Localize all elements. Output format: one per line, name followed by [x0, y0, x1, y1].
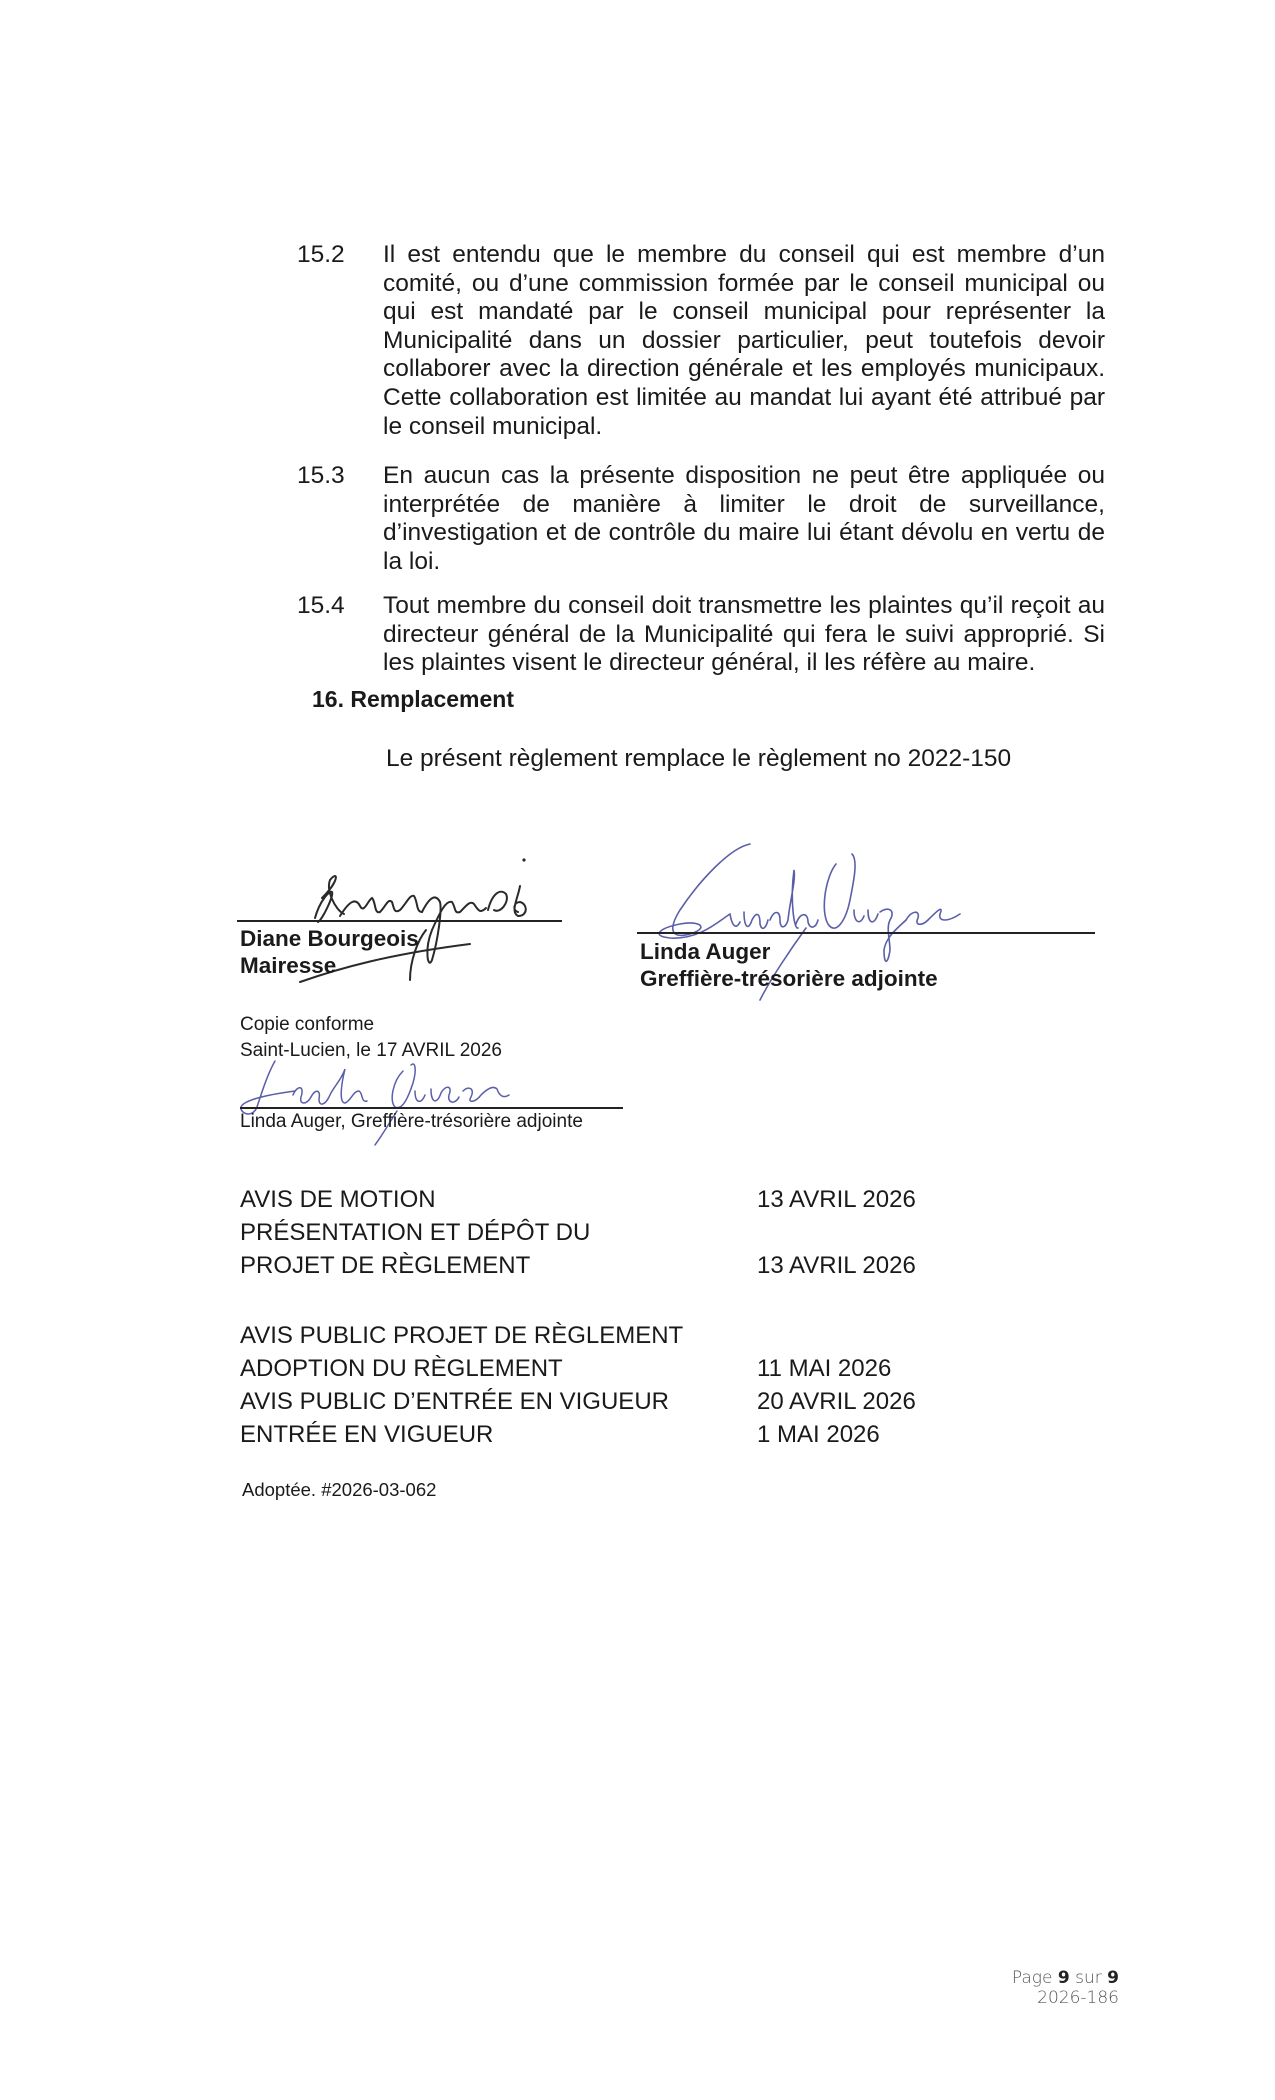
signatory-title-left: Mairesse: [240, 953, 337, 978]
page-separator: sur: [1069, 1968, 1108, 1988]
section-heading: 16. Remplacement: [312, 686, 514, 712]
clause-number: 15.2: [297, 241, 345, 268]
certified-copy-label: Copie conforme: [240, 1014, 375, 1035]
page-prefix: Page: [1011, 1968, 1058, 1988]
clause-15-4: [297, 592, 1105, 678]
clause-number: 15.3: [297, 462, 345, 489]
timeline-date: 1 MAI 2026: [757, 1421, 880, 1448]
page-total: 9: [1107, 1968, 1119, 1988]
certified-copy-place-date: Saint-Lucien, le 17 AVRIL 2026: [240, 1040, 502, 1061]
timeline-label: PROJET DE RÈGLEMENT: [240, 1252, 531, 1279]
timeline-label: AVIS PUBLIC PROJET DE RÈGLEMENT: [240, 1322, 684, 1349]
document-number: 2026-186: [1037, 1988, 1119, 2008]
timeline-label: AVIS DE MOTION: [240, 1186, 436, 1213]
timeline-label: ADOPTION DU RÈGLEMENT: [240, 1355, 563, 1382]
page-number: [1012, 1968, 1119, 1988]
timeline-date: 13 AVRIL 2026: [757, 1252, 916, 1279]
timeline-date: 11 MAI 2026: [757, 1355, 892, 1382]
clause-number: 15.4: [297, 592, 345, 619]
page-footer: [1012, 1968, 1119, 2008]
signatory-name-right: Linda Auger: [640, 939, 771, 964]
timeline-date: 13 AVRIL 2026: [757, 1186, 916, 1213]
clause-text: Il est entendu que le membre du conseil qui est membre d’un comité, ou d’une commission formée par le conseil municipal ou qui est mandaté par le conseil municipal pour représenter la Municipalité dans un dossier particulier, peut toutefois devoir collaborer avec la direction générale et les employés municipaux. Cette collaboration est limitée au mandat lui ayant été attribué par le conseil municipal.: [383, 241, 1105, 440]
clause-text: En aucun cas la présente disposition ne peut être appliquée ou interprétée de manière à limiter le droit de surveillance, d’investigation et de contrôle du maire lui étant dévolu en vertu de la loi.: [383, 462, 1105, 575]
signatory-name-left: Diane Bourgeois: [240, 926, 419, 951]
clause-15-2: [297, 241, 1105, 441]
clause-text: Tout membre du conseil doit transmettre les plaintes qu’il reçoit au directeur général de la Municipalité qui fera le suivi approprié. Si les plaintes visent le directeur général, il les réfère au maire.: [383, 592, 1105, 677]
timeline-label: ENTRÉE EN VIGUEUR: [240, 1421, 494, 1448]
certified-copy-signatory: Linda Auger, Greffière-trésorière adjointe: [240, 1111, 583, 1132]
signatory-title-right: Greffière-trésorière adjointe: [640, 966, 938, 991]
section-text: Le présent règlement remplace le règlement no 2022-150: [386, 745, 1012, 772]
timeline-label: AVIS PUBLIC D’ENTRÉE EN VIGUEUR: [240, 1388, 669, 1415]
signature-line-right: [637, 932, 1095, 934]
timeline-label: PRÉSENTATION ET DÉPÔT DU: [240, 1219, 591, 1246]
adoption-resolution: Adoptée. #2026-03-062: [242, 1479, 437, 1500]
timeline-date: 20 AVRIL 2026: [757, 1388, 916, 1415]
signature-line-left: [237, 920, 562, 922]
clause-15-3: [297, 462, 1105, 576]
page-current: 9: [1057, 1968, 1070, 1988]
